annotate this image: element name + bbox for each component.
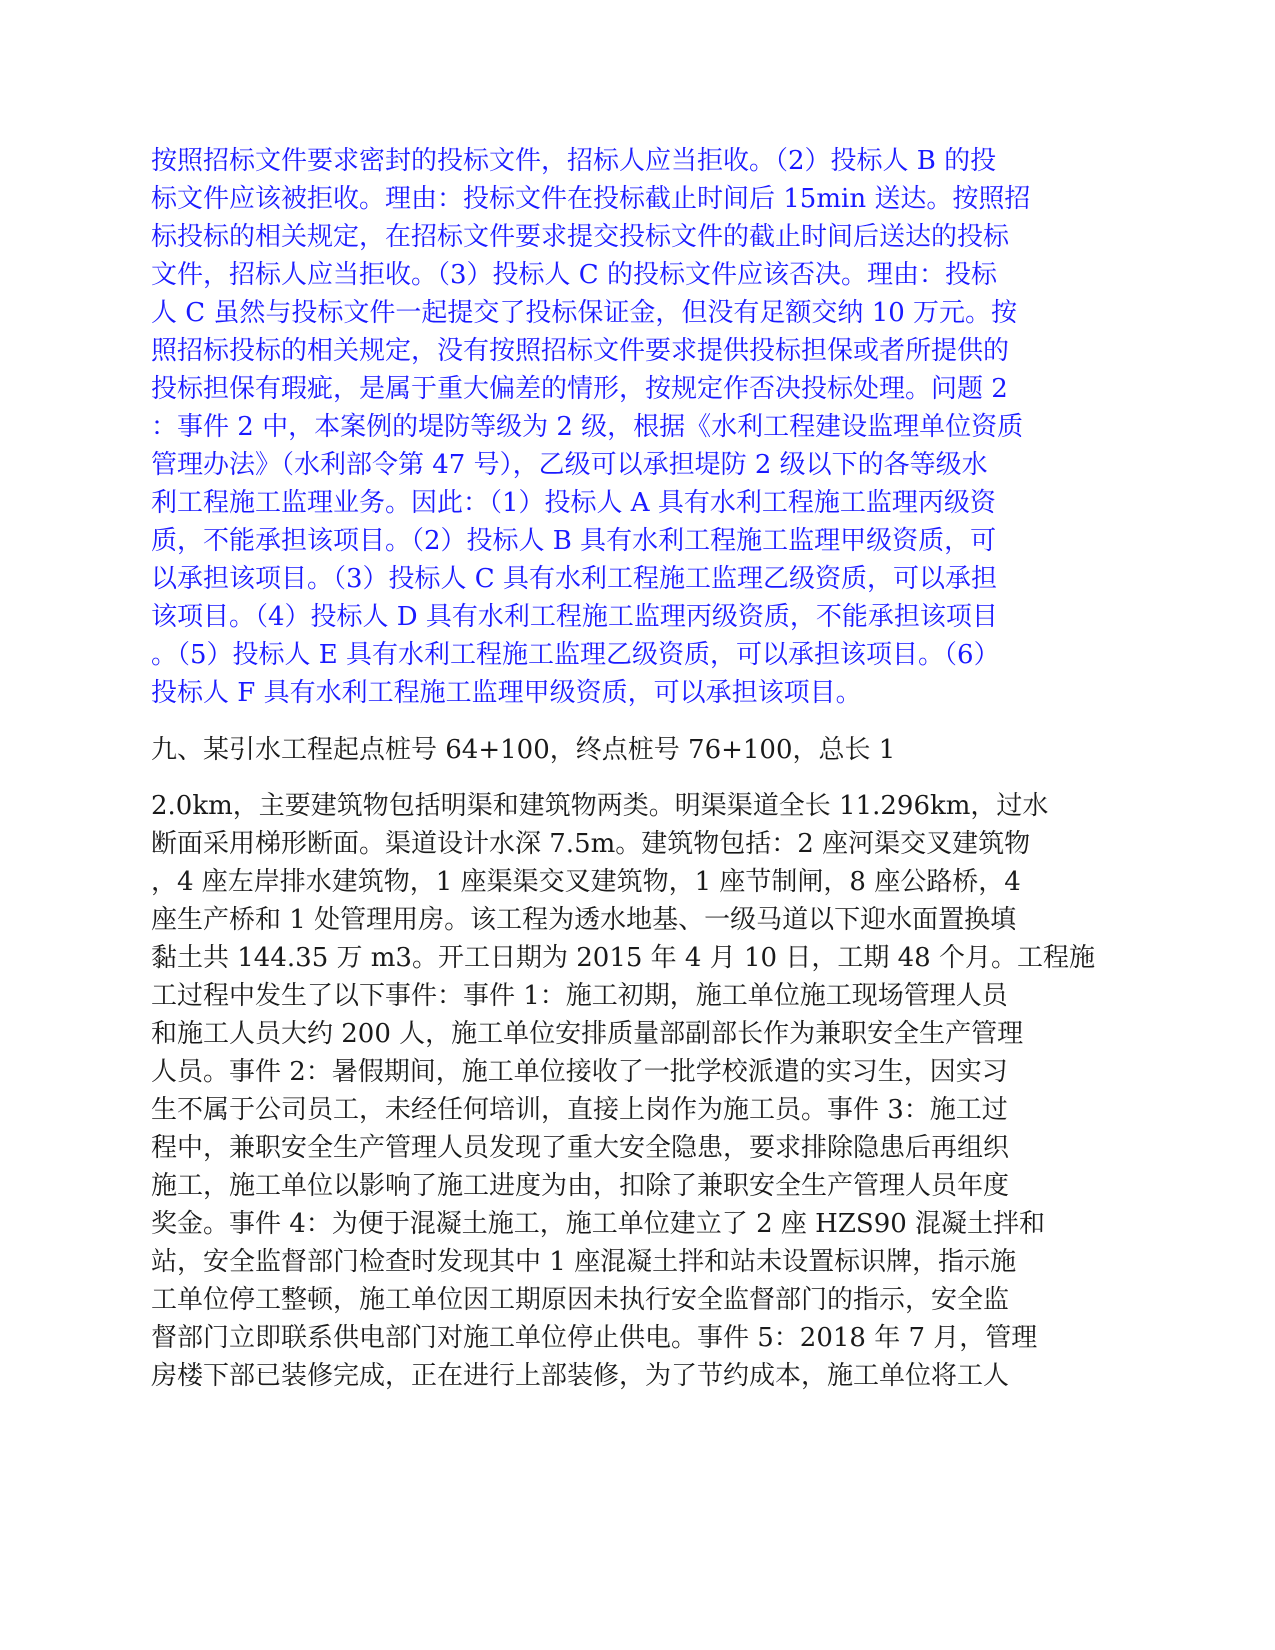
- answer-line: 该项目。（4）投标人 D 具有水利工程施工监理丙级资质，不能承担该项目: [151, 602, 998, 632]
- answer-line: 人 C 虽然与投标文件一起提交了投标保证金，但没有足额交纳 10 万元。按: [151, 298, 1018, 328]
- answer-line: 照招标投标的相关规定，没有按照招标文件要求提供投标担保或者所提供的: [151, 336, 1010, 366]
- question-heading: 九、某引水工程起点桩号 64+100，终点桩号 76+100，总长 1: [151, 735, 896, 765]
- question-line: 和施工人员大约 200 人，施工单位安排质量部副部长作为兼职安全生产管理: [151, 1019, 1024, 1049]
- answer-line: 以承担该项目。（3）投标人 C 具有水利工程施工监理乙级资质，可以承担: [151, 564, 997, 594]
- answer-line: 按照招标文件要求密封的投标文件，招标人应当拒收。（2）投标人 B 的投: [151, 146, 997, 176]
- answer-line: 。（5）投标人 E 具有水利工程施工监理乙级资质，可以承担该项目。（6）: [151, 640, 1000, 670]
- question-line: 程中，兼职安全生产管理人员发现了重大安全隐患，要求排除隐患后再组织: [151, 1133, 1010, 1163]
- answer-line: 标投标的相关规定，在招标文件要求提交投标文件的截止时间后送达的投标: [151, 222, 1010, 252]
- question-line: 房楼下部已装修完成，正在进行上部装修，为了节约成本，施工单位将工人: [151, 1361, 1010, 1391]
- question-line: 奖金。事件 4：为便于混凝土施工，施工单位建立了 2 座 HZS90 混凝土拌和: [151, 1209, 1046, 1239]
- answer-line: 标文件应该被拒收。理由：投标文件在投标截止时间后 15min 送达。按照招: [151, 184, 1031, 214]
- question-line: 工过程中发生了以下事件：事件 1：施工初期，施工单位施工现场管理人员: [151, 981, 1008, 1011]
- question-line: 断面采用梯形断面。渠道设计水深 7.5m。建筑物包括：2 座河渠交叉建筑物: [151, 829, 1031, 859]
- answer-line: 投标担保有瑕疵，是属于重大偏差的情形，按规定作否决投标处理。问题 2: [151, 374, 1008, 404]
- answer-line: 管理办法》（水利部令第 47 号），乙级可以承担堤防 2 级以下的各等级水: [151, 450, 988, 480]
- answer-line: 投标人 F 具有水利工程施工监理甲级资质，可以承担该项目。: [151, 678, 862, 708]
- question-line: 人员。事件 2：暑假期间，施工单位接收了一批学校派遣的实习生，因实习: [151, 1057, 1008, 1087]
- question-line: ，4 座左岸排水建筑物，1 座渠渠交叉建筑物，1 座节制闸，8 座公路桥，4: [151, 867, 1021, 897]
- question-line: 工单位停工整顿，施工单位因工期原因未执行安全监督部门的指示，安全监: [151, 1285, 1010, 1315]
- question-line: 2.0km，主要建筑物包括明渠和建筑物两类。明渠渠道全长 11.296km，过水: [151, 791, 1049, 821]
- question-line: 黏土共 144.35 万 m3。开工日期为 2015 年 4 月 10 日，工期 48 个月。工程施: [151, 943, 1095, 973]
- question-line: 生不属于公司员工，未经任何培训，直接上岗作为施工员。事件 3：施工过: [151, 1095, 1008, 1125]
- question-line: 督部门立即联系供电部门对施工单位停止供电。事件 5：2018 年 7 月，管理: [151, 1323, 1038, 1353]
- answer-line: 利工程施工监理业务。因此：（1）投标人 A 具有水利工程施工监理丙级资: [151, 488, 996, 518]
- question-line: 座生产桥和 1 处管理用房。该工程为透水地基、一级马道以下迎水面置换填: [151, 905, 1017, 935]
- question-line: 站，安全监督部门检查时发现其中 1 座混凝土拌和站未设置标识牌，指示施: [151, 1247, 1017, 1277]
- answer-line: ：事件 2 中，本案例的堤防等级为 2 级，根据《水利工程建设监理单位资质: [151, 412, 1024, 442]
- question-line: 施工，施工单位以影响了施工进度为由，扣除了兼职安全生产管理人员年度: [151, 1171, 1010, 1201]
- answer-line: 质，不能承担该项目。（2）投标人 B 具有水利工程施工监理甲级资质，可: [151, 526, 997, 556]
- answer-line: 文件，招标人应当拒收。（3）投标人 C 的投标文件应该否决。理由：投标: [151, 260, 997, 290]
